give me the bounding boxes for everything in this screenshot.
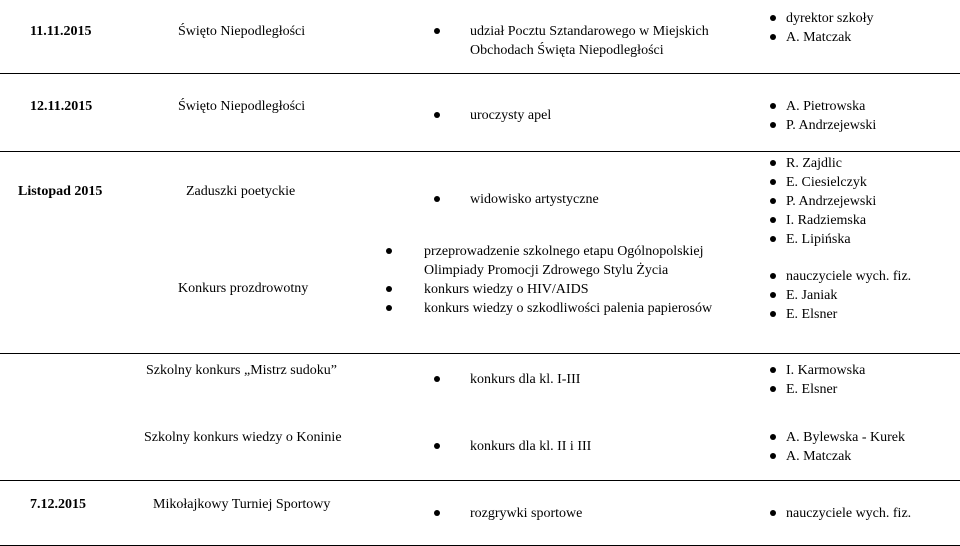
activity-item: uroczysty apel [424, 106, 734, 125]
row-date: 11.11.2015 [30, 24, 92, 39]
person-item: R. Zajdlic [768, 154, 953, 173]
person-item: A. Matczak [768, 447, 953, 466]
activity-item: udział Pocztu Sztandarowego w Miejskich Obchodach Święta Niepodległości [424, 22, 734, 60]
row-divider [0, 73, 960, 74]
row-people [768, 97, 953, 135]
activity-item: konkurs dla kl. II i III [424, 437, 734, 456]
row-people [768, 504, 953, 523]
row-divider [0, 353, 960, 354]
row-activities [424, 22, 734, 60]
row-date: Listopad 2015 [18, 184, 103, 199]
activity-item: konkurs dla kl. I-III [424, 370, 734, 389]
activity-item: widowisko artystyczne [424, 190, 734, 209]
person-item: A. Bylewska - Kurek [768, 428, 953, 447]
row-divider [0, 151, 960, 152]
row-activities [424, 437, 734, 456]
activity-item: konkurs wiedzy o HIV/AIDS [424, 280, 744, 299]
row-activities [424, 242, 744, 318]
row-people [768, 9, 953, 47]
row-people [768, 428, 953, 466]
person-item: P. Andrzejewski [768, 192, 953, 211]
person-item: I. Karmowska [768, 361, 953, 380]
activity-item: przeprowadzenie szkolnego etapu Ogólnopolskiej Olimpiady Promocji Zdrowego Stylu Życia [424, 242, 744, 280]
person-item: I. Radziemska [768, 211, 953, 230]
person-item: P. Andrzejewski [768, 116, 953, 135]
row-activities [424, 106, 734, 125]
person-item: dyrektor szkoły [768, 9, 953, 28]
person-item: A. Matczak [768, 28, 953, 47]
row-people [768, 267, 953, 324]
person-item: A. Pietrowska [768, 97, 953, 116]
row-topic: Święto Niepodległości [178, 24, 306, 39]
row-activities [424, 370, 734, 389]
row-topic: Szkolny konkurs wiedzy o Koninie [144, 430, 342, 445]
person-item: E. Elsner [768, 305, 953, 324]
row-topic: Zaduszki poetyckie [186, 184, 296, 199]
row-activities [424, 190, 734, 209]
person-item: E. Janiak [768, 286, 953, 305]
row-people [768, 154, 953, 249]
activity-item: rozgrywki sportowe [424, 504, 734, 523]
person-item: E. Lipińska [768, 230, 953, 249]
row-topic: Mikołajkowy Turniej Sportowy [153, 497, 331, 512]
row-topic: Szkolny konkurs „Mistrz sudoku” [146, 363, 337, 378]
row-topic: Konkurs prozdrowotny [178, 281, 309, 296]
person-item: E. Ciesielczyk [768, 173, 953, 192]
row-topic: Święto Niepodległości [178, 99, 306, 114]
row-date: 7.12.2015 [30, 497, 86, 512]
activity-item: konkurs wiedzy o szkodliwości palenia papierosów [424, 299, 744, 318]
row-activities [424, 504, 734, 523]
row-date: 12.11.2015 [30, 99, 93, 114]
row-people [768, 361, 953, 399]
person-item: E. Elsner [768, 380, 953, 399]
row-divider [0, 480, 960, 481]
person-item: nauczyciele wych. fiz. [768, 504, 953, 523]
person-item: nauczyciele wych. fiz. [768, 267, 953, 286]
